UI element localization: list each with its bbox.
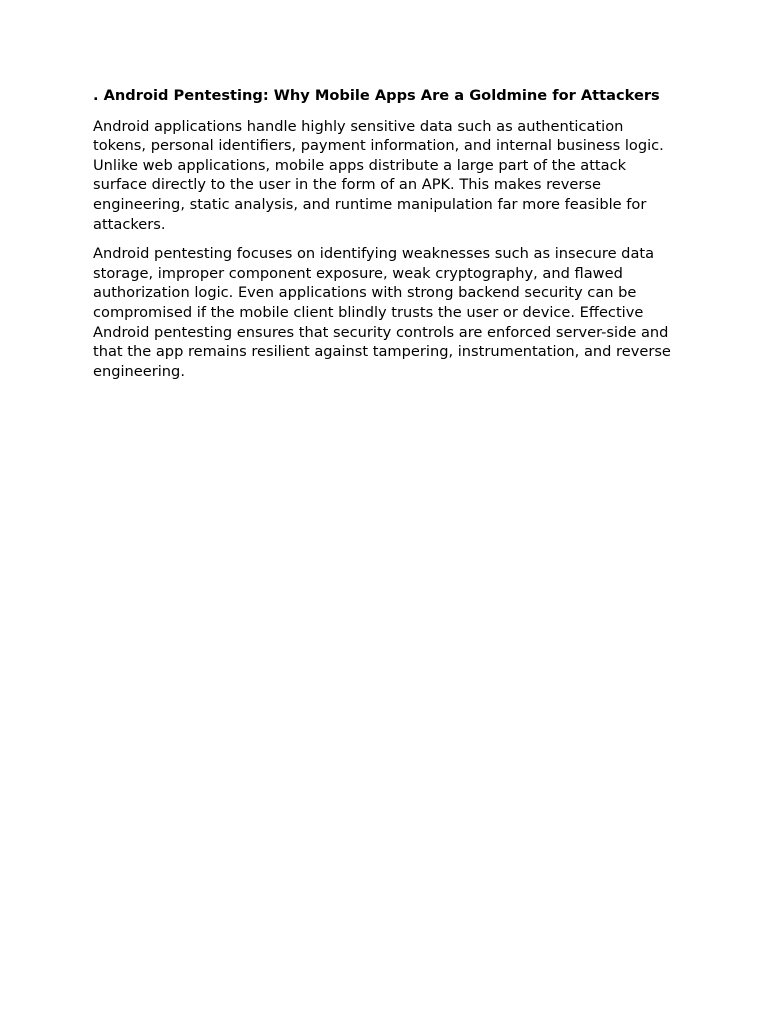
- document-page: [93, 86, 675, 391]
- paragraph-intro: Android applications handle highly sensitive data such as authentication tokens, personal identifiers, payment information, and internal business logic. Unlike web applications, mobile apps distribute a large part of the attack surface directly to the user in the form of an APK. This makes reverse engineering, static analysis, and runtime manipulation far more feasible for attackers.: [93, 117, 664, 233]
- paragraph-focus: Android pentesting focuses on identifying weaknesses such as insecure data storage, improper component exposure, weak cryptography, and flawed authorization logic. Even applications with strong backend security can be compromised if the mobile client blindly trusts the user or device. Effective Android pentesting ensures that security controls are enforced server-side and that the app remains resilient against tampering, instrumentation, and reverse engineering.: [93, 245, 671, 380]
- section-heading: . Android Pentesting: Why Mobile Apps Are a Goldmine for Attackers: [93, 87, 660, 104]
